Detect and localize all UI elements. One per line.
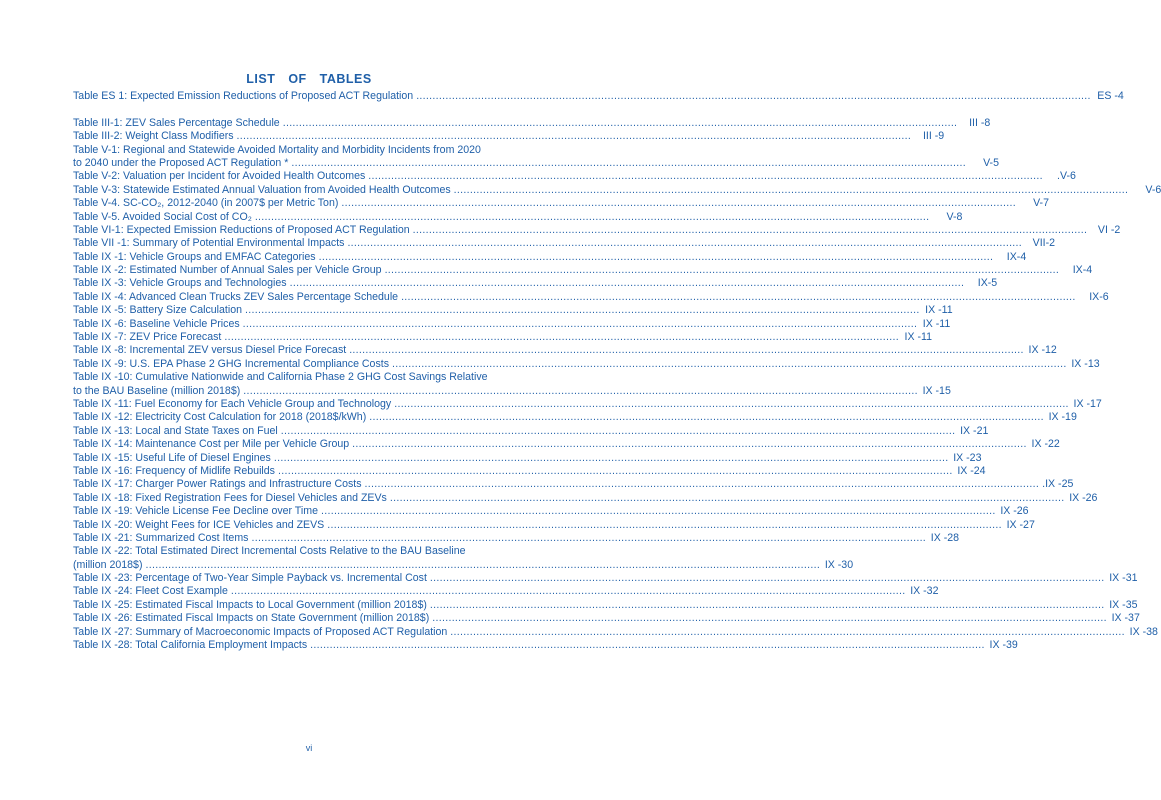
toc-entry[interactable] (73, 130, 945, 143)
toc-leader-dots: ................................................................................................................................................................................................................ (327, 518, 1002, 531)
toc-entry[interactable] (73, 639, 1018, 652)
toc-entry[interactable] (73, 424, 989, 438)
toc-leader-dots: ................................................................................................................................................................................................................ (242, 317, 918, 330)
toc-leader-dots: ................................................................................................................................................................................................................ (432, 612, 1107, 625)
toc-entry[interactable] (73, 612, 1140, 625)
toc-entry[interactable] (73, 625, 1158, 639)
toc-leader-dots: ................................................................................................................................................................................................................ (320, 505, 996, 518)
toc-entry[interactable] (73, 264, 1093, 277)
toc-entry-page: V-6 (1145, 183, 1161, 196)
toc-entry-label: Table IX -3: Vehicle Groups and Technologies (73, 277, 287, 290)
toc-entry-page: IX -15 (922, 384, 951, 397)
toc-entry-page: IX -35 (1109, 598, 1138, 611)
toc-entry-page: IX -11 (904, 331, 932, 344)
toc-entry-label: Table IX -7: ZEV Price Forecast (73, 331, 222, 344)
page-title: LIST OF TABLES (246, 72, 372, 86)
toc-entry[interactable] (73, 371, 951, 398)
toc-entry-label: Table V-3: Statewide Estimated Annual Valuation from Avoided Health Outcomes (73, 183, 451, 196)
toc-entry-page: VII-2 (1032, 237, 1056, 250)
toc-leader-dots: ................................................................................................................................................................................................................ (416, 89, 1091, 102)
toc-leader-dots: ................................................................................................................................................................................................................ (450, 625, 1125, 638)
toc-leader-dots: ................................................................................................................................................................................................................ (368, 170, 1043, 183)
toc-entry[interactable] (73, 572, 1138, 585)
toc-entry[interactable] (73, 250, 1027, 264)
toc-entry[interactable] (73, 545, 854, 572)
toc-leader-dots: ................................................................................................................................................................................................................ (245, 304, 920, 317)
toc-entry-page: III -8 (969, 116, 991, 129)
toc-entry-page: IX-5 (977, 277, 998, 290)
toc-entry[interactable] (73, 223, 1121, 237)
toc-leader-dots: ................................................................................................................................................................................................................ (273, 451, 949, 464)
toc-entry[interactable] (73, 598, 1138, 612)
toc-leader-dots: ................................................................................................................................................................................................................ (392, 357, 1067, 370)
toc-entry[interactable] (73, 531, 960, 545)
toc-leader-dots: ................................................................................................................................................................................................................ (318, 250, 994, 263)
toc-entry-page: IX -23 (953, 451, 982, 464)
toc-entry-label: Table IX -27: Summary of Macroeconomic Impacts of Proposed ACT Regulation (73, 625, 448, 638)
toc-leader-dots: ................................................................................................................................................................................................................ (282, 116, 958, 129)
toc-entry-label: Table IX -1: Vehicle Groups and EMFAC Categories (73, 250, 316, 263)
toc-leader-dots: ................................................................................................................................................................................................................ (401, 290, 1076, 303)
toc-leader-dots: ................................................................................................................................................................................................................ (310, 639, 985, 652)
toc-entry[interactable] (73, 317, 951, 331)
toc-entry-page: IX -26 (1000, 505, 1029, 518)
toc-entry-page: IX -32 (910, 585, 939, 598)
toc-entry-label: Table IX -19: Vehicle License Fee Decline over Time (73, 505, 318, 518)
toc-entry-page: V-5 (983, 156, 999, 169)
toc-leader-dots: ................................................................................................................................................................................................................ (254, 210, 930, 223)
toc-entry[interactable] (73, 451, 982, 465)
toc-entry-page: IX -11 (925, 304, 953, 317)
toc-entry[interactable] (73, 518, 1035, 532)
toc-entry[interactable] (73, 143, 999, 171)
toc-entry[interactable] (73, 491, 1098, 505)
toc-entry-label: Table V-4. SC-CO₂, 2012-2040 (in 2007$ per Metric Ton) (73, 197, 339, 210)
toc-leader-dots: ................................................................................................................................................................................................................ (243, 384, 918, 397)
toc-leader-dots: ................................................................................................................................................................................................................ (347, 237, 1023, 250)
toc-entry-page: IX -39 (989, 639, 1018, 652)
toc-entry-label: Table IX -13: Local and State Taxes on Fuel (73, 424, 278, 437)
toc-entry-label: Table IX -4: Advanced Clean Trucks ZEV Sales Percentage Schedule (73, 290, 399, 303)
toc-entry[interactable] (73, 183, 1161, 197)
toc-entry-label: Table IX -9: U.S. EPA Phase 2 GHG Incremental Compliance Costs (73, 357, 389, 370)
toc-entry-page: IX -26 (1069, 491, 1098, 504)
toc-entry[interactable] (73, 478, 1074, 491)
toc-entry[interactable] (73, 344, 1057, 357)
toc-entry-page: V-7 (1033, 197, 1049, 210)
toc-entry-page: III -9 (922, 130, 945, 143)
toc-leader-dots: ................................................................................................................................................................................................................ (352, 438, 1027, 451)
toc-entry-label: Table IX -12: Electricity Cost Calculation for 2018 (2018$/kWh) (73, 411, 367, 424)
toc-entry-page: IX -38 (1129, 625, 1158, 638)
toc-leader-dots: ................................................................................................................................................................................................................ (341, 197, 1016, 210)
toc-entry-label: Table IX -5: Battery Size Calculation (73, 304, 242, 317)
toc-entry-page: IX-6 (1089, 290, 1109, 303)
toc-entry[interactable] (73, 170, 1076, 183)
toc-leader-dots: ................................................................................................................................................................................................................ (280, 424, 956, 437)
toc-entry-label: Table IX -8: Incremental ZEV versus Diesel Price Forecast (73, 344, 347, 357)
toc-entry-page: IX -21 (960, 424, 989, 437)
toc-entry[interactable] (73, 464, 986, 478)
toc-leader-dots: ................................................................................................................................................................................................................ (389, 491, 1065, 504)
toc-entry-label: Table ES 1: Expected Emission Reductions of Proposed ACT Regulation (73, 89, 414, 102)
toc-entry[interactable] (73, 585, 939, 599)
toc-entry-label: Table IX -21: Summarized Cost Items (73, 531, 249, 544)
toc-leader-dots: ................................................................................................................................................................................................................ (277, 464, 953, 477)
toc-entry[interactable] (73, 398, 1102, 411)
toc-entry-label: (million 2018$) (73, 558, 143, 571)
toc-entry-label-line1: Table V-1: Regional and Statewide Avoided Mortality and Morbidity Incidents from 2020 (73, 143, 481, 156)
toc-entry-page: IX -17 (1073, 398, 1102, 410)
toc-leader-dots: ................................................................................................................................................................................................................ (384, 264, 1060, 277)
toc-leader-dots: ................................................................................................................................................................................................................ (394, 398, 1069, 410)
toc-entry-page: IX -24 (957, 464, 986, 477)
toc-entry-label: Table IX -11: Fuel Economy for Each Vehicle Group and Technology (73, 398, 392, 410)
toc-leader-dots: ................................................................................................................................................................................................................ (349, 344, 1024, 357)
toc-entry[interactable] (73, 505, 1029, 518)
toc-entry[interactable] (73, 331, 932, 344)
toc-entry[interactable] (73, 210, 963, 224)
toc-entry-page: IX -37 (1111, 612, 1140, 625)
table-of-contents (73, 89, 1161, 652)
toc-entry-label: Table IX -17: Charger Power Ratings and Infrastructure Costs (73, 478, 362, 491)
toc-leader-dots: ................................................................................................................................................................................................................ (429, 598, 1105, 611)
toc-entry[interactable] (73, 411, 1077, 424)
toc-entry[interactable] (73, 357, 1100, 371)
toc-leader-dots: ................................................................................................................................................................................................................ (236, 130, 912, 143)
toc-entry-label: Table IX -26: Estimated Fiscal Impacts on State Government (million 2018$) (73, 612, 430, 625)
toc-leader-dots: ................................................................................................................................................................................................................ (429, 572, 1105, 585)
toc-entry-label: Table IX -18: Fixed Registration Fees for Diesel Vehicles and ZEVs (73, 491, 387, 504)
toc-entry-label: Table IX -15: Useful Life of Diesel Engines (73, 451, 271, 464)
toc-leader-dots: ................................................................................................................................................................................................................ (291, 156, 966, 169)
toc-entry[interactable] (73, 237, 1056, 250)
toc-entry-label: to 2040 under the Proposed ACT Regulation * (73, 156, 289, 169)
toc-entry-label: Table IX -24: Fleet Cost Example (73, 585, 228, 598)
toc-entry-page: VI -2 (1097, 223, 1121, 236)
toc-entry-label: Table IX -16: Frequency of Midlife Rebuilds (73, 464, 275, 477)
toc-entry-page: IX -11 (922, 317, 951, 330)
toc-entry-page: IX -12 (1028, 344, 1057, 357)
toc-entry-page: IX -30 (824, 558, 854, 571)
toc-leader-dots: ................................................................................................................................................................................................................ (145, 558, 821, 571)
toc-entry-page: IX -27 (1006, 518, 1035, 531)
toc-entry[interactable] (73, 290, 1109, 304)
toc-entry-label: Table VI-1: Expected Emission Reductions of Proposed ACT Regulation (73, 223, 410, 236)
toc-entry-page: .IX -25 (1042, 478, 1074, 491)
toc-entry-label: Table IX -23: Percentage of Two-Year Simple Payback vs. Incremental Cost (73, 572, 427, 585)
toc-leader-dots: ................................................................................................................................................................................................................ (289, 277, 965, 290)
toc-entry[interactable] (73, 277, 998, 290)
toc-entry-label: Table IX -2: Estimated Number of Annual Sales per Vehicle Group (73, 264, 382, 277)
toc-entry-page: IX -22 (1031, 438, 1060, 451)
toc-leader-dots: ................................................................................................................................................................................................................ (412, 223, 1088, 236)
toc-entry-page: .V-6 (1057, 170, 1076, 183)
toc-entry-label: Table IX -20: Weight Fees for ICE Vehicles and ZEVS (73, 518, 325, 531)
toc-entry-page: ES -4 (1097, 89, 1124, 102)
toc-entry-label: Table V-5. Avoided Social Cost of CO₂ (73, 210, 252, 223)
toc-entry-page: IX-4 (1006, 250, 1027, 263)
toc-entry-page: IX-4 (1072, 264, 1093, 277)
toc-leader-dots: ................................................................................................................................................................................................................ (453, 183, 1129, 196)
toc-entry[interactable] (73, 438, 1060, 451)
toc-leader-dots: ................................................................................................................................................................................................................ (230, 585, 906, 598)
toc-entry-label: Table III-2: Weight Class Modifiers (73, 130, 234, 143)
page-number: vi (305, 743, 313, 753)
toc-entry-label: Table V-2: Valuation per Incident for Avoided Health Outcomes (73, 170, 366, 183)
toc-entry[interactable] (73, 197, 1049, 210)
toc-entry-label: Table VII -1: Summary of Potential Environmental Impacts (73, 237, 345, 250)
toc-entry-label: Table III-1: ZEV Sales Percentage Schedule (73, 116, 280, 129)
spacer (73, 103, 545, 116)
toc-leader-dots: ................................................................................................................................................................................................................ (224, 331, 899, 344)
toc-entry-label: Table IX -6: Baseline Vehicle Prices (73, 317, 240, 330)
toc-entry-label-line1: Table IX -10: Cumulative Nationwide and California Phase 2 GHG Cost Savings Relative (73, 371, 488, 384)
toc-entry-page: IX -19 (1048, 411, 1077, 424)
toc-entry-label: Table IX -14: Maintenance Cost per Mile per Vehicle Group (73, 438, 350, 451)
toc-leader-dots: ................................................................................................................................................................................................................ (364, 478, 1040, 491)
toc-entry[interactable] (73, 89, 1124, 103)
toc-entry-label: Table IX -25: Estimated Fiscal Impacts to Local Government (million 2018$) (73, 598, 427, 611)
toc-entry-label: to the BAU Baseline (million 2018$) (73, 384, 241, 397)
toc-entry-page: IX -13 (1071, 357, 1100, 370)
toc-leader-dots: ................................................................................................................................................................................................................ (369, 411, 1044, 424)
toc-entry[interactable] (73, 304, 953, 317)
toc-leader-dots: ................................................................................................................................................................................................................ (251, 531, 927, 544)
toc-entry-label-line1: Table IX -22: Total Estimated Direct Incremental Costs Relative to the BAU Baseline (73, 545, 466, 558)
toc-entry-page: V-8 (946, 210, 963, 223)
toc-entry-label: Table IX -28: Total California Employment Impacts (73, 639, 308, 652)
toc-entry-page: IX -28 (930, 531, 960, 544)
toc-entry-page: IX -31 (1109, 572, 1138, 585)
toc-entry[interactable] (73, 116, 991, 130)
